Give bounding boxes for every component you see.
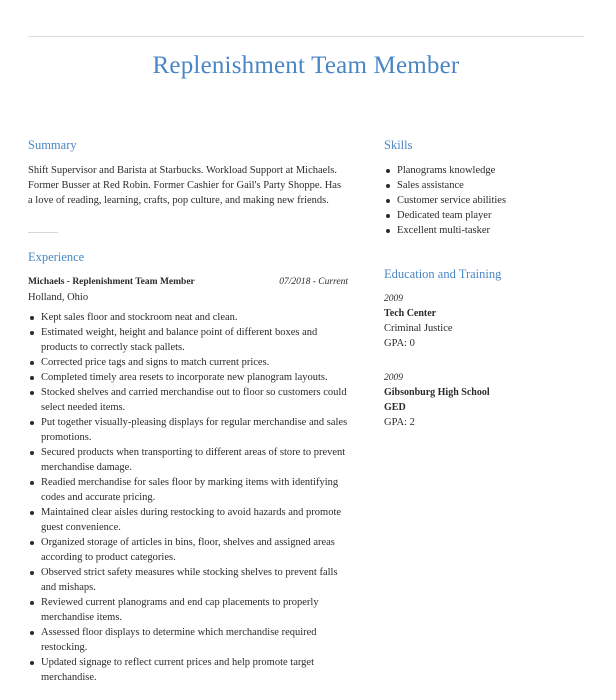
education-title: Education and Training (384, 267, 502, 281)
education-gpa: GPA: 0 (384, 338, 415, 349)
education-school: Gibsonburg High School (384, 387, 490, 398)
job-bullet: Readied merchandise for sales floor by marking items with identifying codes and accurate pricing. (28, 475, 348, 505)
job-bullet: Observed strict safety measures while stocking shelves to prevent falls and mishaps. (28, 565, 348, 595)
job-dates: 07/2018 - Current (279, 277, 348, 287)
education-year: 2009 (384, 373, 403, 383)
education-entry (384, 371, 604, 430)
job-bullet: Estimated weight, height and balance point of different boxes and products to correctly stack pallets. (28, 325, 348, 355)
summary-title: Summary (28, 138, 77, 152)
experience-title: Experience (28, 250, 85, 264)
skill-item: Excellent multi-tasker (384, 223, 604, 238)
job-bullet: Secured products when transporting to different areas of store to prevent merchandise damage. (28, 445, 348, 475)
job-bullets (28, 310, 348, 685)
job-bullet: Completed timely area resets to incorporate new planogram layouts. (28, 370, 348, 385)
education-degree: GED (384, 402, 406, 413)
job-bullet: Stocked shelves and carried merchandise out to floor so customers could select needed items. (28, 385, 348, 415)
top-divider (28, 36, 584, 37)
job-bullet: Corrected price tags and signs to match current prices. (28, 355, 348, 370)
education-school: Tech Center (384, 308, 437, 319)
right-column (384, 137, 604, 450)
skills-title: Skills (384, 138, 413, 152)
education-year: 2009 (384, 294, 403, 304)
skills-list (384, 163, 604, 238)
job-bullet: Updated signage to reflect current prices and help promote target merchandise. (28, 655, 348, 685)
job-header (28, 275, 348, 290)
skill-item: Sales assistance (384, 178, 604, 193)
skill-item: Dedicated team player (384, 208, 604, 223)
summary-text: Shift Supervisor and Barista at Starbucks. Workload Support at Michaels. Former Busser at Red Robin. Former Cashier for Gail's Party Shoppe. Has a love of reading, learning, crafts, pop culture, and making new friends. (28, 165, 342, 206)
skill-item: Planograms knowledge (384, 163, 604, 178)
section-divider (28, 232, 58, 233)
job-bullet: Organized storage of articles in bins, floor, shelves and assigned areas according to product categories. (28, 535, 348, 565)
left-column (28, 137, 348, 685)
education-gpa: GPA: 2 (384, 417, 415, 428)
job-location: Holland, Ohio (28, 292, 89, 303)
job-title: Michaels - Replenishment Team Member (28, 277, 195, 287)
job-bullet: Maintained clear aisles during restocking to avoid hazards and promote guest convenience. (28, 505, 348, 535)
skill-item: Customer service abilities (384, 193, 604, 208)
job-bullet: Reviewed current planograms and end cap placements to properly merchandise items. (28, 595, 348, 625)
job-bullet: Assessed floor displays to determine which merchandise required restocking. (28, 625, 348, 655)
education-field: Criminal Justice (384, 323, 453, 334)
job-bullet: Kept sales floor and stockroom neat and clean. (28, 310, 348, 325)
education-entry (384, 292, 604, 351)
job-bullet: Put together visually-pleasing displays for regular merchandise and sales promotions. (28, 415, 348, 445)
resume-name: Replenishment Team Member (152, 52, 460, 79)
